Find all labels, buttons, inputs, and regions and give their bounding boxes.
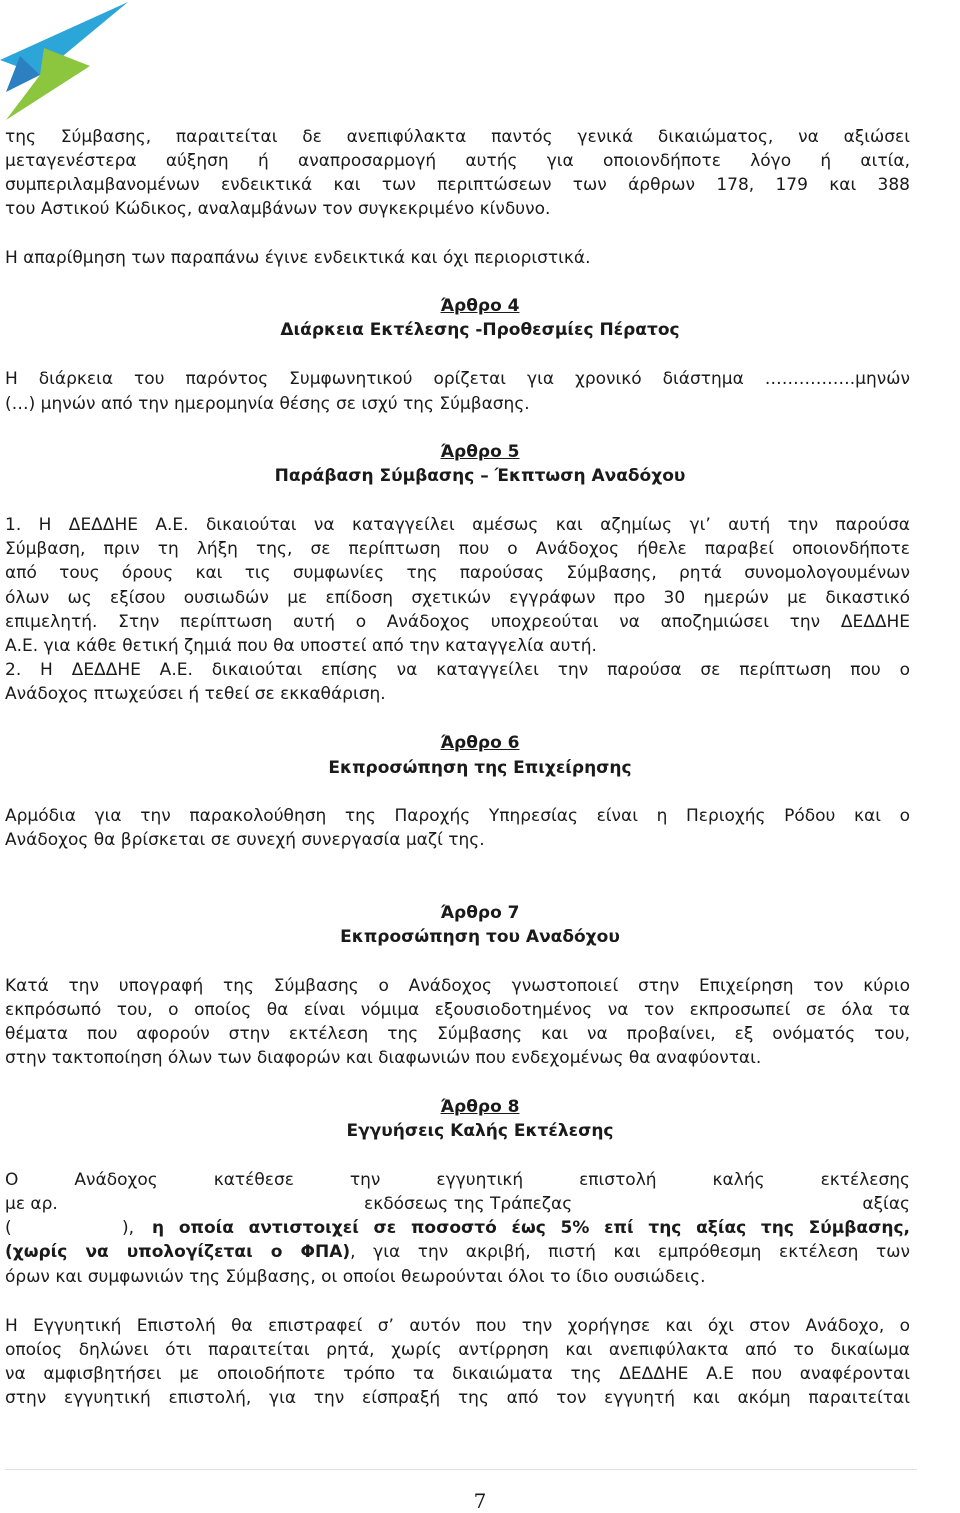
- bank-label: εκδόσεως της Τράπεζας: [364, 1194, 573, 1214]
- article-5-line: 1. Η ΔΕΔΔΗΕ Α.Ε. δικαιούται να καταγγείλει αμέσως και αζημίως γι’ αυτή την παρούσα: [5, 515, 910, 535]
- article-4-line: Η διάρκεια του παρόντος Συμφωνητικού ορίζεται για χρονικό διάστημα …………….μηνών: [5, 369, 910, 389]
- article-4-title: Διάρκεια Εκτέλεσης -Προθεσμίες Πέρατος: [280, 320, 680, 340]
- article-8-line: [5, 1216, 910, 1240]
- article-5-line: Ανάδοχος πτωχεύσει ή τεθεί σε εκκαθάριση.: [5, 684, 386, 704]
- close-paren: ),: [122, 1218, 135, 1238]
- article-7-heading: Άρθρο 7: [440, 903, 520, 923]
- guarantee-return-line: Η Εγγυητική Επιστολή θα επιστραφεί σ’ αυτόν που την χορήγησε και όχι στον Ανάδοχο, ο: [5, 1316, 910, 1336]
- article-7-line: θέματα που αφορούν στην εκτέλεση της Σύμβασης και να προβαίνει, εξ ονόματός του,: [5, 1024, 910, 1044]
- value-label: αξίας: [862, 1194, 910, 1214]
- page-number: 7: [473, 1489, 487, 1513]
- execution-clause: , για την ακριβή, πιστή και εμπρόθεσμη εκτέλεση των: [350, 1242, 910, 1262]
- bank-letter-number-label: με αρ.: [5, 1194, 58, 1214]
- article-8-heading: Άρθρο 8: [440, 1097, 520, 1117]
- article-8-line: [5, 1192, 910, 1216]
- intro-note: Η απαρίθμηση των παραπάνω έγινε ενδεικτικά και όχι περιοριστικά.: [5, 248, 591, 268]
- intro-line: μεταγενέστερα αύξηση ή αναπροσαρμογή αυτής για οποιονδήποτε λόγο ή αιτία,: [5, 151, 910, 171]
- article-8-line: όρων και συμφωνιών της Σύμβασης, οι οποίοι θεωρούνται όλοι το ίδιο ουσιώδεις.: [5, 1267, 706, 1287]
- article-5-line: από τους όρους και τις συμφωνίες της παρούσας Σύμβασης, ρητά συνομολογουμένων: [5, 563, 910, 583]
- guarantee-return-line: στην εγγυητική επιστολή, για την είσπραξή της από τον εγγυητή και ακόμη παραιτείται: [5, 1388, 910, 1408]
- guarantee-return-line: να αμφισβητήσει με οποιοδήποτε τρόπο τα δικαιώματα της ΔΕΔΔΗΕ Α.Ε που αναφέρονται: [5, 1364, 910, 1384]
- article-5-line: Α.Ε. για κάθε θετική ζημιά που θα υποστεί από την καταγγελία αυτή.: [5, 636, 597, 656]
- article-6-line: Αρμόδια για την παρακολούθηση της Παροχής Υπηρεσίας είναι η Περιοχής Ρόδου και ο: [5, 806, 910, 826]
- lightning-bolt-logo-icon: [0, 0, 135, 120]
- article-6-line: Ανάδοχος θα βρίσκεται σε συνεχή συνεργασία μαζί της.: [5, 830, 485, 850]
- footer-divider: [5, 1469, 917, 1470]
- percentage-clause: η οποία αντιστοιχεί σε ποσοστό έως 5% επί της αξίας της Σύμβασης,: [152, 1218, 910, 1238]
- guarantee-return-line: οποίος δηλώνει ότι παραιτείται ρητά, χωρίς αντίρρηση και ανεπιφύλακτα από το δικαίωμα: [5, 1340, 910, 1360]
- article-6-title: Εκπροσώπηση της Επιχείρησης: [328, 758, 632, 778]
- article-5-line: Σύμβαση, πριν τη λήξη της, σε περίπτωση που ο Ανάδοχος ήθελε παραβεί οποιονδήποτε: [5, 539, 910, 559]
- article-5-line: 2. Η ΔΕΔΔΗΕ Α.Ε. δικαιούται επίσης να καταγγείλει την παρούσα σε περίπτωση που ο: [5, 660, 910, 680]
- open-paren: (: [5, 1218, 12, 1238]
- article-8-line: [5, 1240, 910, 1264]
- article-7-line: εκπρόσωπό του, ο οποίος θα είναι νόμιμα εξουσιοδοτημένος να τον εκπροσωπεί σε όλα τα: [5, 1000, 910, 1020]
- intro-line: του Αστικού Κώδικος, αναλαμβάνων τον συγκεκριμένο κίνδυνο.: [5, 199, 551, 219]
- article-8-title: Εγγυήσεις Καλής Εκτέλεσης: [346, 1121, 614, 1141]
- article-5-line: επιμελητή. Στην περίπτωση αυτή ο Ανάδοχος υποχρεούται να αποζημιώσει την ΔΕΔΔΗΕ: [5, 612, 910, 632]
- article-8-line: Ο Ανάδοχος κατέθεσε την εγγυητική επιστολή καλής εκτέλεσης: [5, 1170, 910, 1190]
- article-5-line: όλων ως εξίσου ουσιωδών με επίδοση σχετικών εγγράφων προ 30 ημερών με δικαστικό: [5, 588, 910, 608]
- article-7-line: στην τακτοποίηση όλων των διαφορών και διαφωνιών που ενδεχομένως θα αναφύονται.: [5, 1048, 762, 1068]
- article-7-title: Εκπροσώπηση του Αναδόχου: [340, 927, 620, 947]
- article-4-heading: Άρθρο 4: [440, 296, 520, 316]
- article-6-heading: Άρθρο 6: [440, 733, 520, 753]
- article-5-heading: Άρθρο 5: [440, 442, 520, 462]
- article-4-line: (…) μηνών από την ημερομηνία θέσης σε ισχύ της Σύμβασης.: [5, 394, 530, 414]
- vat-clause: (χωρίς να υπολογίζεται ο ΦΠΑ): [5, 1242, 351, 1262]
- intro-line: της Σύμβασης, παραιτείται δε ανεπιφύλακτα παντός γενικά δικαιώματος, να αξιώσει: [5, 127, 910, 147]
- article-5-title: Παράβαση Σύμβασης – Έκπτωση Αναδόχου: [274, 466, 686, 486]
- article-7-line: Κατά την υπογραφή της Σύμβασης ο Ανάδοχος γνωστοποιεί στην Επιχείρηση τον κύριο: [5, 976, 910, 996]
- intro-line: συμπεριλαμβανομένων ενδεικτικά και των περιπτώσεων των άρθρων 178, 179 και 388: [5, 175, 910, 195]
